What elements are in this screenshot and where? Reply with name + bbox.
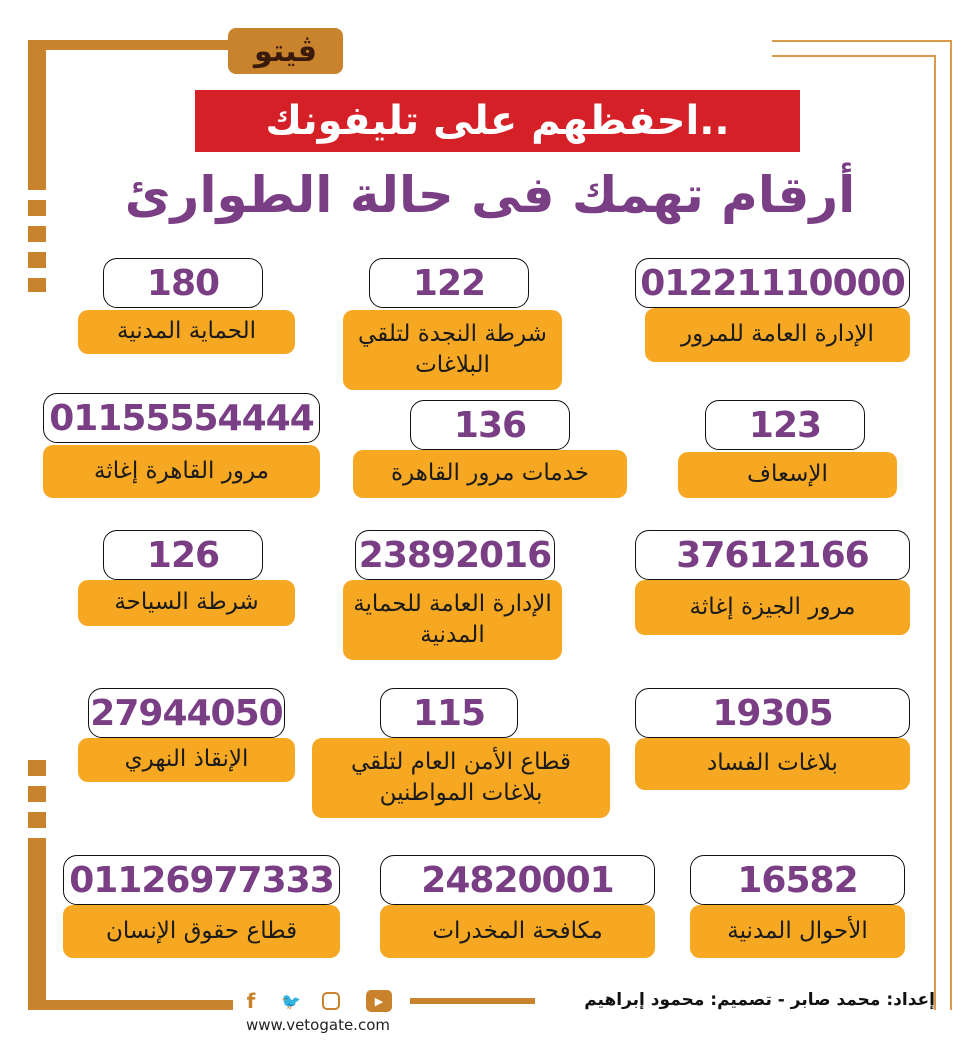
twitter-icon[interactable]: 🐦 (281, 991, 301, 1011)
service-label: بلاغات الفساد (635, 738, 910, 790)
service-label: الإسعاف (678, 452, 897, 498)
vetogate-logo: ڤيتو (228, 28, 343, 74)
service-label: مكافحة المخدرات (380, 905, 655, 958)
footer-divider (410, 998, 535, 1004)
phone-number: 23892016 (355, 530, 555, 580)
frame-dash (28, 786, 46, 802)
headline: احفظهم على تليفونك.. (195, 90, 800, 152)
phone-number: 01155554444 (43, 393, 320, 443)
phone-number: 27944050 (88, 688, 285, 738)
frame-dash (28, 812, 46, 828)
subheadline: أرقام تهمك فى حالة الطوارئ (124, 166, 856, 224)
frame-right-top (772, 40, 952, 42)
frame-dash (28, 760, 46, 776)
service-label: الإدارة العامة للحماية المدنية (343, 580, 562, 660)
phone-number: 37612166 (635, 530, 910, 580)
frame-left-bottom (28, 838, 46, 1010)
website-link[interactable]: www.vetogate.com (246, 1016, 390, 1034)
service-label: الحماية المدنية (78, 310, 295, 354)
phone-number: 123 (705, 400, 865, 450)
phone-number: 01126977333 (63, 855, 340, 905)
credits: إعداد: محمد صابر - تصميم: محمود إبراهيم (584, 990, 935, 1010)
phone-number: 180 (103, 258, 263, 308)
facebook-icon[interactable]: f (246, 989, 256, 1013)
service-label: الإدارة العامة للمرور (645, 308, 910, 362)
frame-dash (28, 252, 46, 268)
phone-number: 01221110000 (635, 258, 910, 308)
phone-number: 115 (380, 688, 518, 738)
service-label: شرطة النجدة لتلقي البلاغات (343, 310, 562, 390)
frame-top-left (28, 40, 238, 50)
instagram-icon[interactable] (320, 990, 342, 1012)
phone-number: 19305 (635, 688, 910, 738)
service-label: قطاع حقوق الإنسان (63, 905, 340, 958)
frame-bottom-left (28, 1000, 233, 1010)
phone-number: 122 (369, 258, 529, 308)
frame-dash (28, 278, 46, 292)
service-label: شرطة السياحة (78, 580, 295, 626)
service-label: الإنقاذ النهري (78, 738, 295, 782)
frame-left-top (28, 40, 46, 190)
service-label: مرور القاهرة إغاثة (43, 445, 320, 498)
phone-number: 16582 (690, 855, 905, 905)
frame-right (950, 40, 952, 1010)
frame-right2 (934, 55, 936, 1010)
phone-number: 136 (410, 400, 570, 450)
service-label: الأحوال المدنية (690, 905, 905, 958)
frame-dash (28, 200, 46, 216)
service-label: خدمات مرور القاهرة (353, 450, 627, 498)
phone-number: 126 (103, 530, 263, 580)
frame-right-top2 (772, 55, 934, 57)
youtube-icon[interactable]: ▶ (366, 990, 392, 1012)
phone-number: 24820001 (380, 855, 655, 905)
service-label: قطاع الأمن العام لتلقي بلاغات المواطنين (312, 738, 610, 818)
frame-dash (28, 226, 46, 242)
service-label: مرور الجيزة إغاثة (635, 580, 910, 635)
